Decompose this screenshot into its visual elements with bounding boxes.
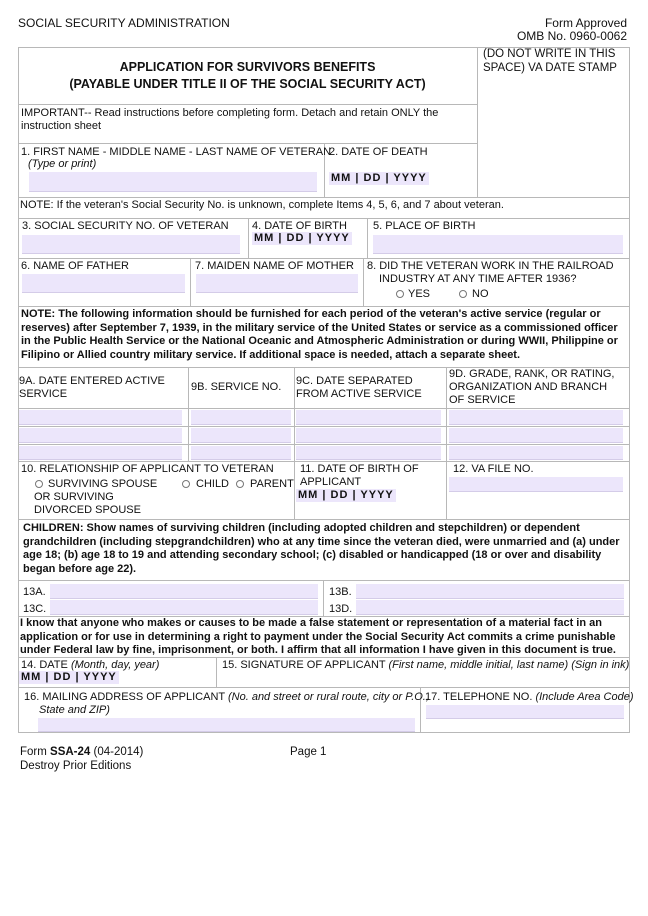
item15-label-text: 15. SIGNATURE OF APPLICANT [222, 659, 386, 671]
item1-label: 1. FIRST NAME - MIDDLE NAME - LAST NAME OF VETERAN [21, 146, 332, 158]
form-id [20, 746, 143, 759]
item14-label-text: 14. DATE [21, 659, 68, 671]
service-note: NOTE: The following information should be furnished for each period of the veteran's active service (regular or reserves) after September 7, 1939, in the military service of the United States or service as a commissioned officer in the Public Health Service or the National Oceanic and Atmospheric Administration or during WWII, Philippine or Filipino or Allied country military service. If additional space is needed, attach a separate sheet. [21, 308, 618, 361]
item11-label: 11. DATE OF BIRTH OF APPLICANT [300, 463, 419, 488]
item10-label: 10. RELATIONSHIP OF APPLICANT TO VETERAN [21, 463, 274, 475]
child-13c-input[interactable] [50, 600, 318, 615]
item16-hint-2: State and ZIP) [39, 704, 110, 716]
railroad-no-label: NO [472, 288, 489, 300]
form-number: SSA-24 [50, 746, 91, 758]
item13b-label: 13B. [329, 586, 352, 598]
telephone-input[interactable] [426, 705, 624, 719]
service-no-input[interactable] [191, 410, 291, 425]
item6-label: 6. NAME OF FATHER [21, 260, 129, 272]
item9a-label: 9A. DATE ENTERED ACTIVE SERVICE [19, 375, 165, 400]
veteran-name-input[interactable] [29, 172, 317, 192]
item14-hint: (Month, day, year) [70, 659, 160, 671]
item17-label [425, 691, 634, 704]
item15-label [222, 659, 629, 672]
item9c-label: 9C. DATE SEPARATED FROM ACTIVE SERVICE [296, 375, 422, 400]
mailing-address-input[interactable] [38, 718, 415, 732]
ssn-note: NOTE: If the veteran's Social Security No. is unknown, complete Items 4, 5, 6, and 7 about veteran. [20, 199, 504, 211]
item5-label: 5. PLACE OF BIRTH [373, 220, 476, 232]
service-grade-input[interactable] [449, 410, 623, 425]
service-entered-input[interactable] [19, 428, 182, 443]
item17-label-text: 17. TELEPHONE NO. [425, 691, 533, 703]
agency-name: SOCIAL SECURITY ADMINISTRATION [18, 16, 230, 30]
signature-date-input[interactable]: MM | DD | YYYY [21, 671, 117, 683]
service-grade-input[interactable] [449, 428, 623, 443]
veteran-ssn-input[interactable] [22, 235, 240, 254]
service-separated-input[interactable] [296, 410, 441, 425]
relation-spouse-radio[interactable] [35, 480, 43, 488]
form-subtitle: (PAYABLE UNDER TITLE II OF THE SOCIAL SECURITY ACT) [69, 77, 426, 91]
child-13b-input[interactable] [356, 584, 624, 599]
item13a-label: 13A. [23, 586, 46, 598]
railroad-no-radio[interactable] [459, 290, 467, 298]
item9b-label: 9B. SERVICE NO. [191, 381, 282, 393]
relation-child-radio[interactable] [182, 480, 190, 488]
item1-hint: (Type or print) [28, 158, 97, 170]
form-date: (04-2014) [90, 746, 144, 758]
relation-spouse-label-2: OR SURVIVING [34, 491, 114, 503]
form-title: APPLICATION FOR SURVIVORS BENEFITS [119, 60, 376, 74]
item16-label [24, 691, 429, 704]
item17-hint: (Include Area Code) [535, 691, 634, 703]
mother-maiden-name-input[interactable] [196, 274, 358, 293]
item9d-label: 9D. GRADE, RANK, OR RATING, ORGANIZATION AND BRANCH OF SERVICE [449, 368, 615, 406]
veteran-dob-input[interactable]: MM | DD | YYYY [254, 232, 350, 244]
place-of-birth-input[interactable] [373, 235, 623, 254]
certification-statement: I know that anyone who makes or causes to be made a false statement or representation of a material fact in an application or for use in determining a right to payment under the Social Security Act commits a crime punishable under Federal law by fine, imprisonment, or both. I affirm that all information I have given in this document is true. [20, 617, 616, 656]
destroy-note: Destroy Prior Editions [20, 760, 132, 772]
item16-hint: (No. and street or rural route, city or P.O., [227, 691, 429, 703]
item2-label: 2. DATE OF DEATH [329, 146, 428, 158]
child-13a-input[interactable] [50, 584, 318, 599]
va-date-stamp-box: (DO NOT WRITE IN THIS SPACE) VA DATE STAMP [483, 48, 617, 74]
children-note: CHILDREN: Show names of surviving children (including adopted children and stepchildren) or dependent grandchildren (including stepgrandchildren) who at any time since the veteran died, were unmarried and (a) under age 18; (b) age 18 to 19 and attending secondary school; (c) disabled or handicapped (18 or over and disability began before age 22). [23, 522, 620, 575]
father-name-input[interactable] [22, 274, 185, 293]
relation-parent-label: PARENT [250, 478, 294, 490]
item8-label: 8. DID THE VETERAN WORK IN THE RAILROAD [367, 260, 614, 272]
page-number: Page 1 [290, 746, 327, 758]
item15-hint: (First name, middle initial, last name) (Sign in ink) [388, 659, 630, 671]
item13c-label: 13C. [23, 603, 47, 615]
railroad-yes-radio[interactable] [396, 290, 404, 298]
relation-spouse-label: SURVIVING SPOUSE [48, 478, 158, 490]
signature-input[interactable] [222, 672, 624, 684]
item7-label: 7. MAIDEN NAME OF MOTHER [195, 260, 354, 272]
date-of-death-input[interactable]: MM | DD | YYYY [331, 172, 427, 184]
relation-child-label: CHILD [196, 478, 230, 490]
service-separated-input[interactable] [296, 428, 441, 443]
form-approved: Form Approved [544, 16, 627, 30]
railroad-yes-label: YES [408, 288, 431, 300]
child-13d-input[interactable] [356, 600, 624, 615]
service-no-input[interactable] [191, 428, 291, 443]
service-entered-input[interactable] [19, 410, 182, 425]
relation-spouse-label-3: DIVORCED SPOUSE [34, 504, 141, 516]
va-file-no-input[interactable] [449, 477, 623, 492]
important-note: IMPORTANT-- Read instructions before completing form. Detach and retain ONLY the instruction sheet [21, 107, 439, 132]
applicant-dob-input[interactable]: MM | DD | YYYY [298, 489, 394, 501]
service-grade-input[interactable] [449, 446, 623, 460]
form-prefix: Form [20, 746, 51, 758]
item13d-label: 13D. [329, 603, 353, 615]
service-no-input[interactable] [191, 446, 291, 460]
item16-label-text: 16. MAILING ADDRESS OF APPLICANT [24, 691, 225, 703]
service-entered-input[interactable] [19, 446, 182, 460]
omb-number: OMB No. 0960-0062 [516, 29, 627, 43]
item8-label-2: INDUSTRY AT ANY TIME AFTER 1936? [379, 273, 577, 285]
relation-parent-radio[interactable] [236, 480, 244, 488]
item4-label: 4. DATE OF BIRTH [252, 220, 347, 232]
item12-label: 12. VA FILE NO. [453, 463, 534, 475]
service-separated-input[interactable] [296, 446, 441, 460]
item3-label: 3. SOCIAL SECURITY NO. OF VETERAN [22, 220, 229, 232]
